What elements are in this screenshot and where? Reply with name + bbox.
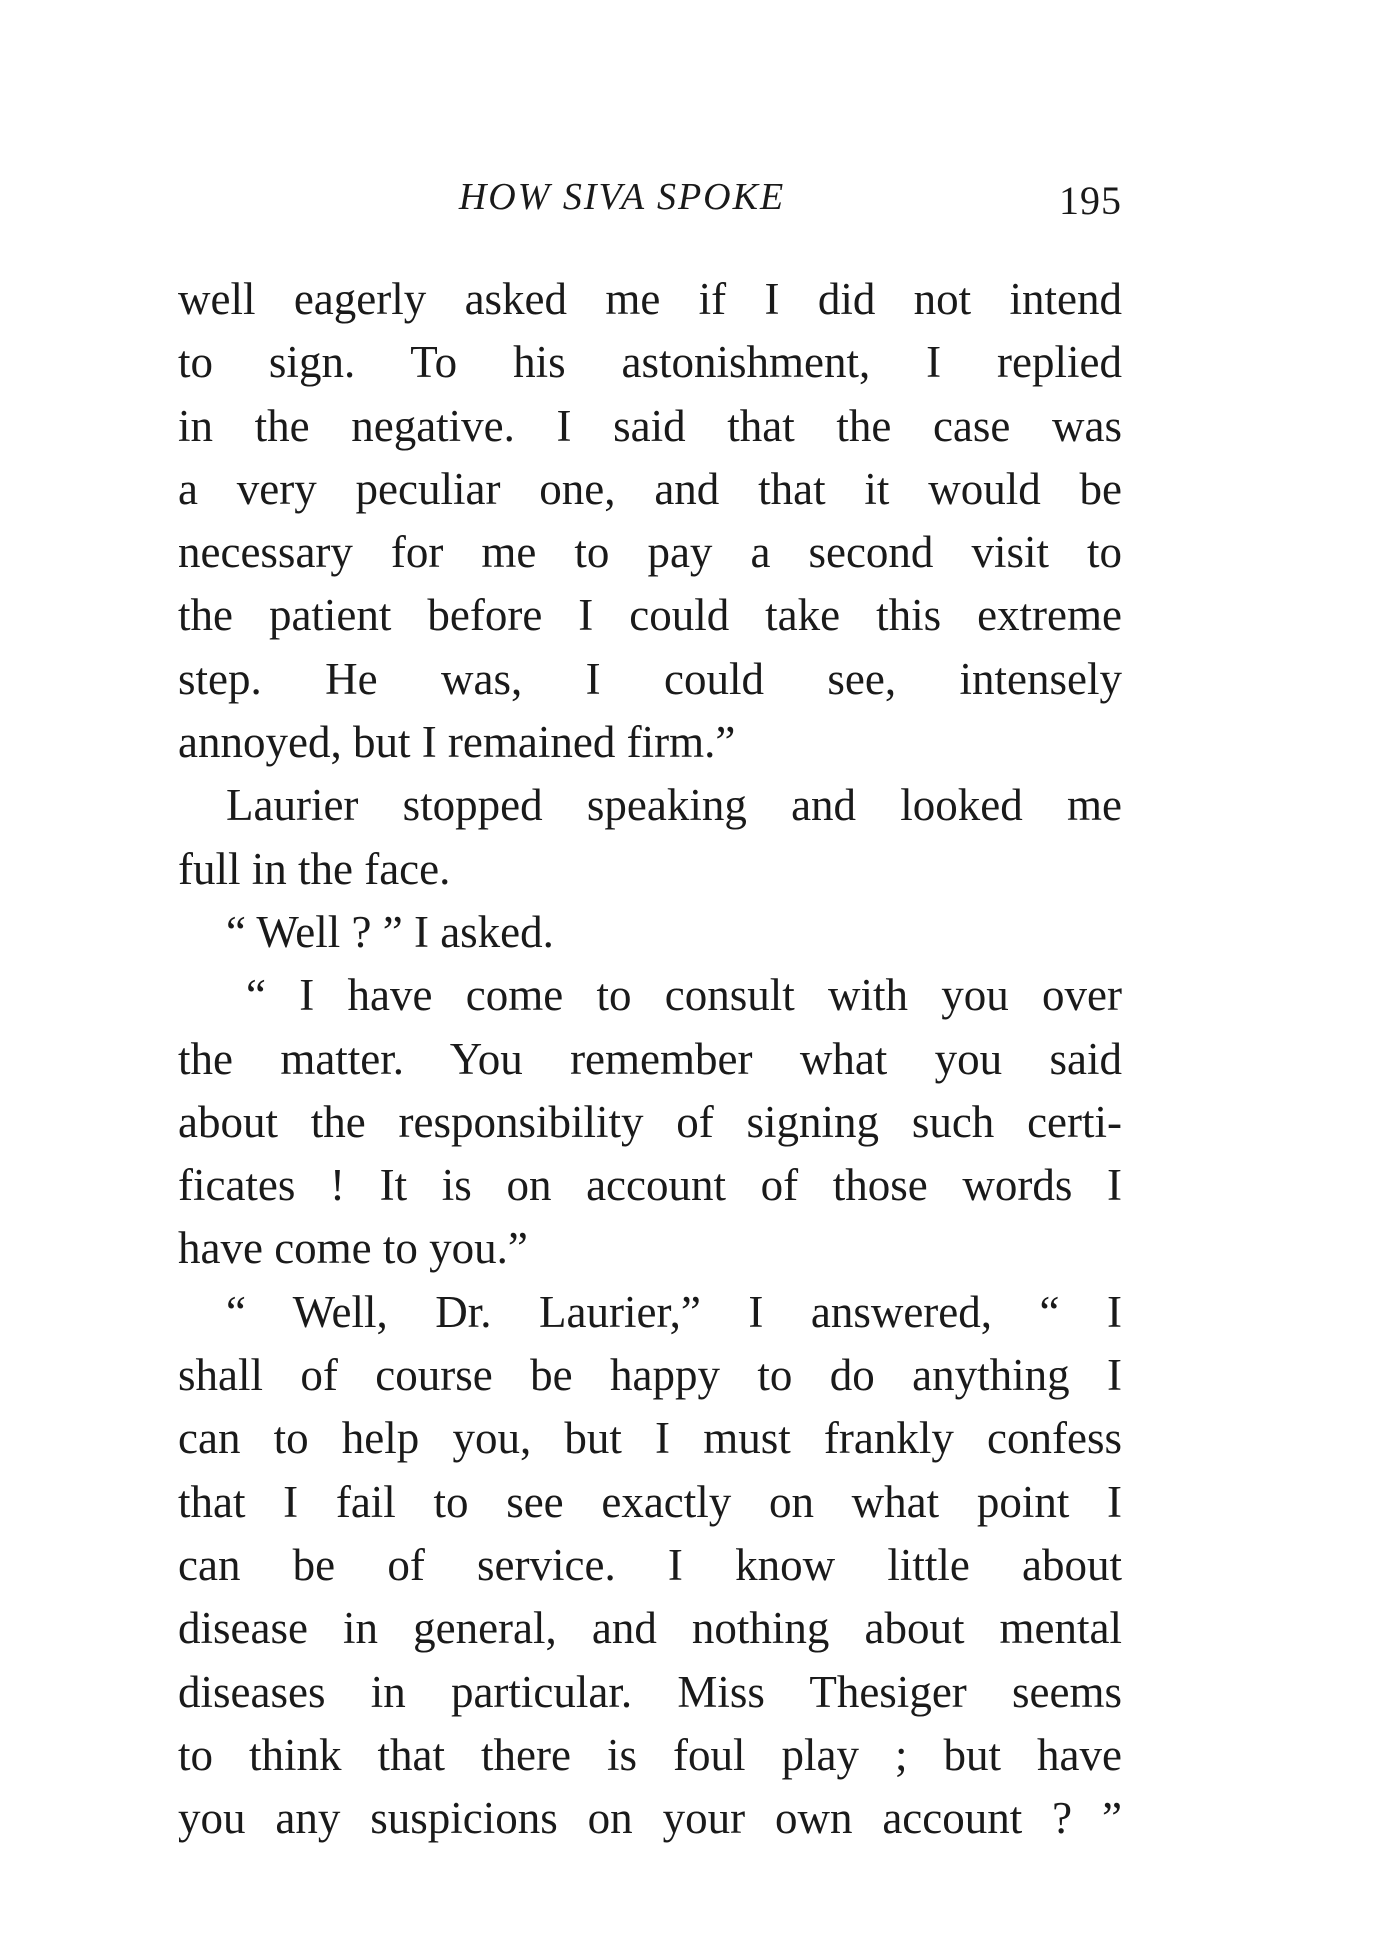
text-line: annoyed, but I remained firm.” — [178, 717, 736, 768]
text-line: diseases in particular. Miss Thesiger seems — [178, 1666, 1122, 1717]
text-line: well eagerly asked me if I did not intend — [178, 274, 1122, 324]
running-head — [178, 175, 1122, 235]
text-line: the patient before I could take this extreme — [178, 590, 1122, 641]
text-line: ficates ! It is on account of those words I — [178, 1160, 1122, 1211]
text-line: can to help you, but I must frankly confess — [178, 1413, 1122, 1464]
text-line: you any suspicions on your own account ? ” — [178, 1793, 1122, 1844]
text-line: that I fail to see exactly on what point I — [178, 1476, 1122, 1527]
text-line: “ Well, Dr. Laurier,” I answered, “ I — [226, 1286, 1122, 1337]
text-line: “ Well ? ” I asked. — [226, 906, 554, 957]
text-line: necessary for me to pay a second visit to — [178, 527, 1122, 578]
text-line: have come to you.” — [178, 1223, 528, 1274]
text-line: to sign. To his astonishment, I replied — [178, 337, 1122, 388]
text-line: shall of course be happy to do anything I — [178, 1350, 1122, 1401]
text-line: Laurier stopped speaking and looked me — [226, 780, 1122, 831]
text-line: full in the face. — [178, 843, 451, 894]
text-line: a very peculiar one, and that it would be — [178, 463, 1122, 514]
text-line: the matter. You remember what you said — [178, 1033, 1122, 1084]
text-line: disease in general, and nothing about mental — [178, 1603, 1122, 1654]
text-line: “ I have come to consult with you over — [246, 970, 1122, 1021]
text-line: to think that there is foul play ; but have — [178, 1729, 1122, 1780]
text-line: about the responsibility of signing such certi- — [178, 1096, 1122, 1147]
text-line: step. He was, I could see, intensely — [178, 653, 1122, 704]
text-line: in the negative. I said that the case was — [178, 400, 1122, 451]
running-title: HOW SIVA SPOKE — [458, 176, 786, 218]
body-text — [178, 268, 1122, 1850]
text-line: can be of service. I know little about — [178, 1539, 1122, 1590]
page-number: 195 — [1059, 178, 1122, 223]
